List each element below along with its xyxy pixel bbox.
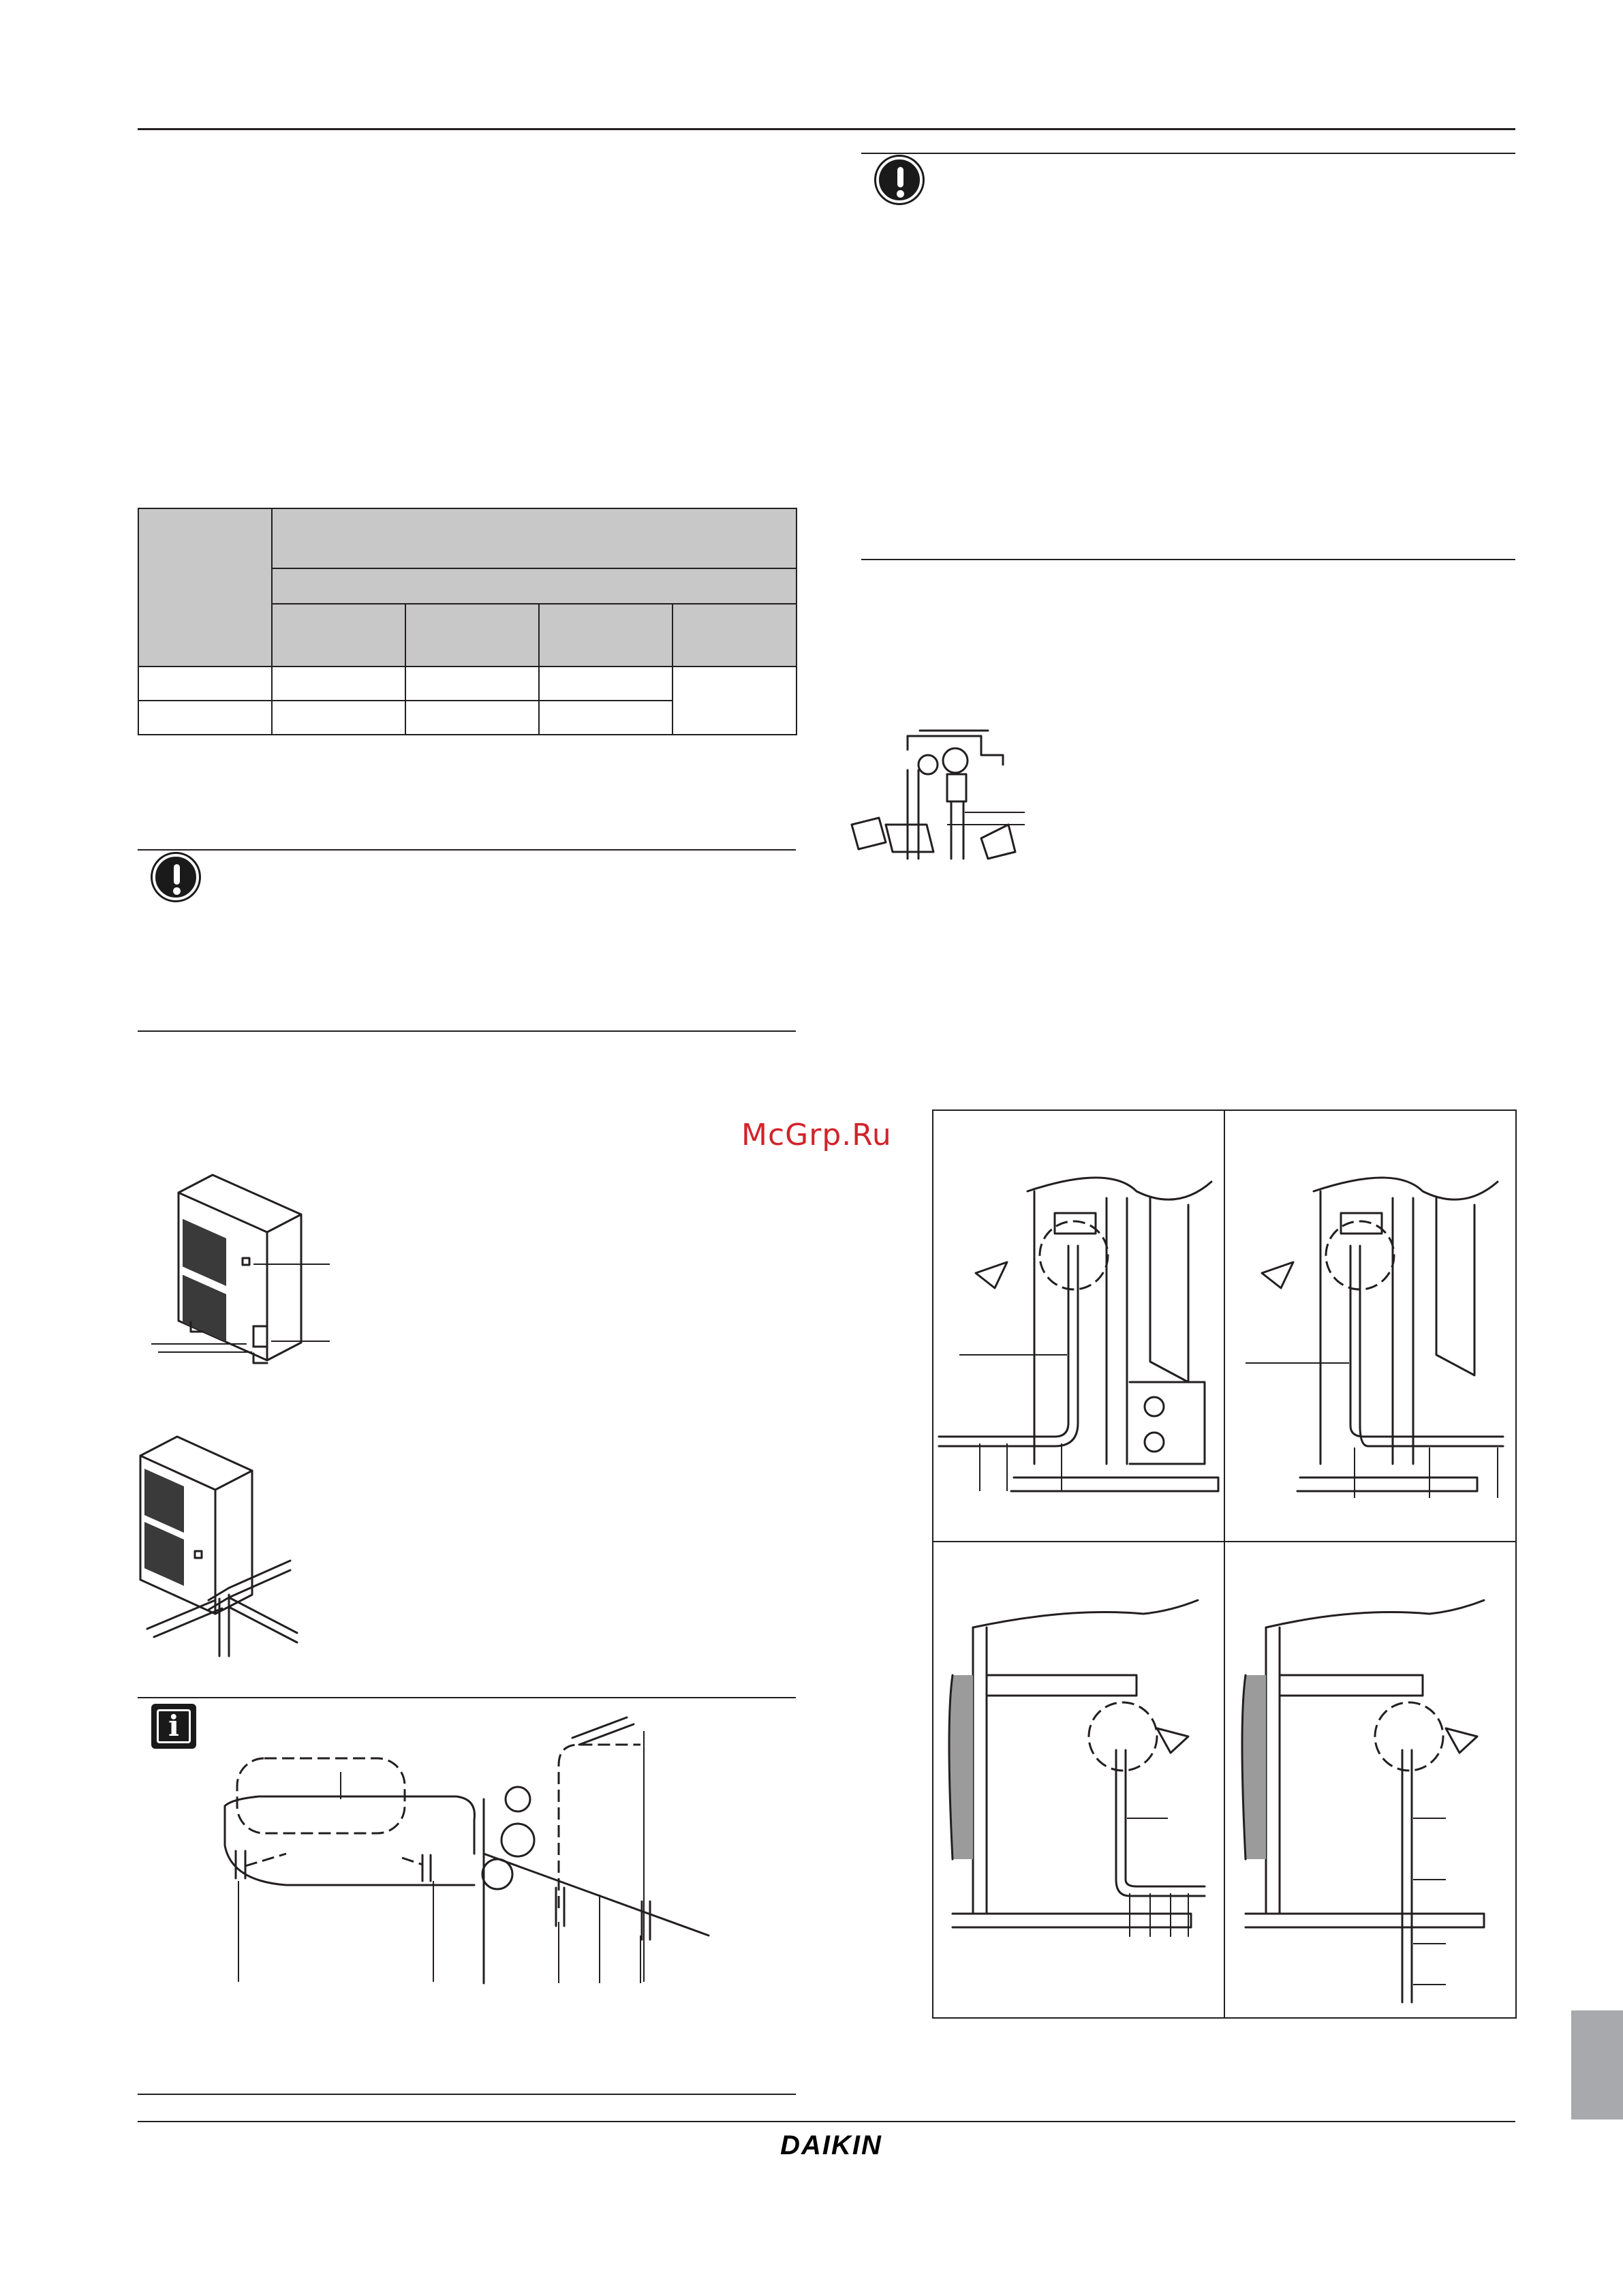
- info-bottom-rule: [138, 2094, 796, 2095]
- daikin-logo: DAIKIN: [780, 2130, 882, 2160]
- table-header-cell: [272, 568, 797, 604]
- footer-rule: [138, 2121, 1515, 2122]
- table-cell: [272, 667, 405, 701]
- warning-icon: [153, 854, 199, 900]
- table-cell: [138, 701, 272, 735]
- left-warning-bottom-rule: [138, 1030, 796, 1032]
- left-warning-top-rule: [138, 849, 796, 851]
- piping-figure: [932, 1109, 1517, 2019]
- piping-rear-view: [1246, 1178, 1503, 1498]
- table-cell: [673, 667, 797, 735]
- info-icon: i: [151, 1704, 196, 1749]
- section-tab: [1571, 2010, 1623, 2119]
- table-cell: [539, 667, 673, 701]
- table-cell: [405, 701, 539, 735]
- piping-bottom-view: [1242, 1600, 1484, 2002]
- stop-valve-detail: [845, 722, 1036, 879]
- table-cell: [138, 667, 272, 701]
- right-warning-top-rule: [861, 153, 1515, 154]
- spec-table: [138, 508, 797, 735]
- table-row: [138, 667, 797, 701]
- table-header-cell: [272, 604, 405, 667]
- table-cell: [272, 701, 405, 735]
- table-header-cell: [272, 508, 797, 568]
- table-header-cell: [138, 508, 272, 667]
- outdoor-unit-perspective: [151, 1172, 342, 1377]
- table-header-cell: [673, 604, 797, 667]
- warning-icon: [876, 157, 923, 203]
- table-header-cell: [405, 604, 539, 667]
- outdoor-unit-on-frame: [134, 1431, 304, 1656]
- header-rule: [138, 128, 1515, 130]
- table-cell: [539, 701, 673, 735]
- info-top-rule: [138, 1697, 796, 1698]
- drain-opening-detail: [218, 1731, 722, 2017]
- right-warning-bottom-rule: [861, 559, 1515, 560]
- table-cell: [405, 667, 539, 701]
- piping-front-view: [939, 1178, 1218, 1491]
- table-header-cell: [539, 604, 673, 667]
- watermark: McGrp.Ru: [741, 1118, 892, 1152]
- piping-side-view: [949, 1600, 1205, 1937]
